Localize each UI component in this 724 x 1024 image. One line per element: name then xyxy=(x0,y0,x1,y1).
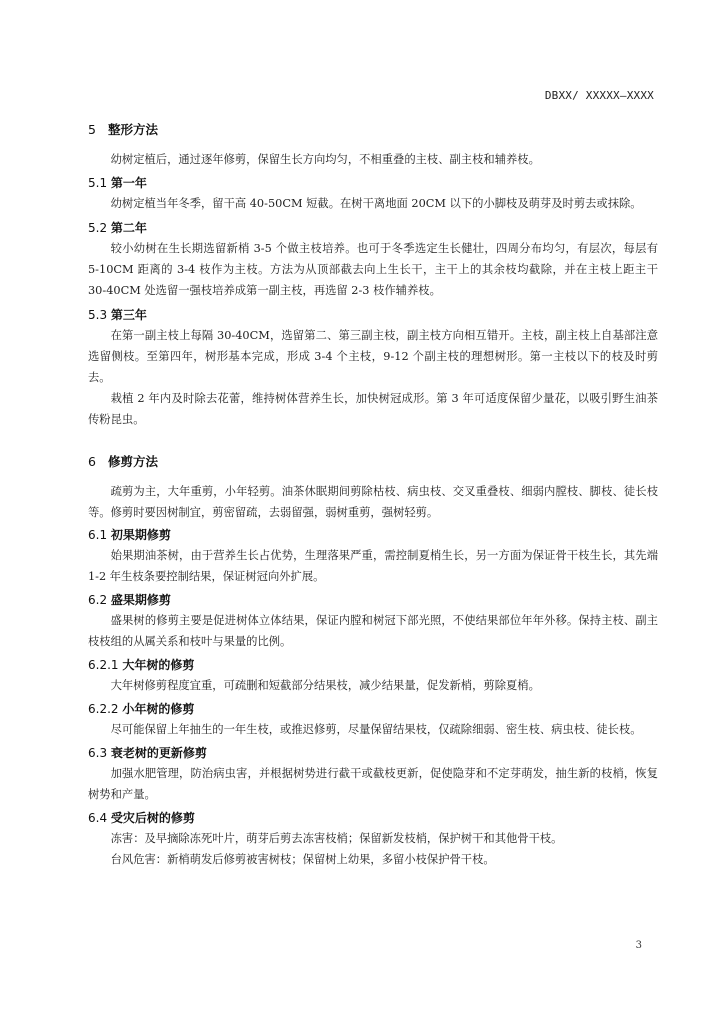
subsection-number: 6.2 xyxy=(88,593,108,607)
subsection-6-3-heading xyxy=(88,743,658,763)
subsection-number: 6.3 xyxy=(88,746,108,760)
section-number: 6 xyxy=(88,454,96,469)
subsection-title: 初果期修剪 xyxy=(110,528,171,542)
subsection-number: 6.1 xyxy=(88,528,108,542)
subsection-6-1-heading xyxy=(88,525,658,545)
paragraph: 大年树修剪程度宜重，可疏删和短截部分结果枝，减少结果量，促发新梢，剪除夏梢。 xyxy=(110,679,540,692)
section-6-heading xyxy=(88,452,658,472)
section-5-heading xyxy=(88,120,658,140)
subsection-6-2-1-heading xyxy=(88,655,658,675)
subsection-title: 第一年 xyxy=(110,176,147,190)
paragraph: 尽可能保留上年抽生的一年生枝，或推迟修剪，尽量保留结果枝，仅疏除细弱、密生枝、病虫枝、徒长枝。 xyxy=(110,723,642,736)
document-body xyxy=(88,120,658,870)
paragraph: 加强水肥管理，防治病虫害，并根据树势进行截干或截枝更新，促使隐芽和不定芽萌发，抽生新的枝梢，恢复树势和产量。 xyxy=(88,767,658,801)
subsection-number: 6.2.1 xyxy=(88,658,119,672)
section-title: 整形方法 xyxy=(107,122,158,137)
subsection-number: 5.2 xyxy=(88,221,108,235)
paragraph: 在第一副主枝上每隔 30-40CM，选留第二、第三副主枝，副主枝方向相互错开。主枝，副主枝上自基部注意选留侧枝。至第四年，树形基本完成，形成 3-4 个主枝，9-12 个副主枝的理想树形。第一主枝以下的枝及时剪去。 xyxy=(88,329,658,384)
subsection-number: 5.3 xyxy=(88,308,108,322)
subsection-title: 大年树的修剪 xyxy=(122,658,195,672)
section-number: 5 xyxy=(88,122,96,137)
subsection-6-2-2-heading xyxy=(88,699,658,719)
paragraph: 幼树定植当年冬季，留干高 40-50CM 短截。在树干离地面 20CM 以下的小脚枝及萌芽及时剪去或抹除。 xyxy=(110,197,642,210)
subsection-number: 6.4 xyxy=(88,811,108,825)
paragraph: 台风危害：新梢萌发后修剪被害树枝；保留树上幼果，多留小枝保护骨干枝。 xyxy=(110,853,495,866)
document-code: DBXX/ XXXXX—XXXX xyxy=(544,89,654,102)
subsection-5-1-heading xyxy=(88,173,658,193)
subsection-number: 5.1 xyxy=(88,176,108,190)
subsection-title: 第二年 xyxy=(110,221,147,235)
paragraph: 较小幼树在生长期选留新梢 3-5 个做主枝培养。也可于冬季选定生长健壮，四周分布均匀，有层次，每层有 5-10CM 距离的 3-4 枝作为主枝。方法为从顶部截去向上生长干，主干上的其余枝均截除，并在主枝上距主干 30-40CM 处选留一强枝培养成第一副主枝，再选留 2-3 枝作辅养枝。 xyxy=(88,242,658,297)
page-number: 3 xyxy=(635,940,642,951)
paragraph: 幼树定植后，通过逐年修剪，保留生长方向均匀，不相重叠的主枝、副主枝和辅养枝。 xyxy=(110,153,540,166)
subsection-title: 盛果期修剪 xyxy=(110,593,171,607)
subsection-title: 受灾后树的修剪 xyxy=(110,811,195,825)
paragraph: 栽植 2 年内及时除去花蕾，维持树体营养生长，加快树冠成形。第 3 年可适度保留少量花，以吸引野生油茶传粉昆虫。 xyxy=(88,392,658,426)
section-title: 修剪方法 xyxy=(107,454,158,469)
subsection-number: 6.2.2 xyxy=(88,702,119,716)
subsection-title: 小年树的修剪 xyxy=(122,702,195,716)
subsection-5-3-heading xyxy=(88,305,658,325)
paragraph: 疏剪为主，大年重剪，小年轻剪。油茶休眠期间剪除枯枝、病虫枝、交叉重叠枝、细弱内膛枝、脚枝、徒长枝等。修剪时要因树制宜，剪密留疏，去弱留强，弱树重剪，强树轻剪。 xyxy=(88,485,658,519)
subsection-6-4-heading xyxy=(88,808,658,828)
paragraph: 始果期油茶树，由于营养生长占优势，生理落果严重，需控制夏梢生长，另一方面为保证骨干枝生长，其先端 1-2 年生枝条要控制结果，保证树冠向外扩展。 xyxy=(88,549,658,583)
subsection-6-2-heading xyxy=(88,590,658,610)
paragraph: 冻害：及早摘除冻死叶片，萌芽后剪去冻害枝梢；保留新发枝梢，保护树干和其他骨干枝。 xyxy=(110,832,563,845)
paragraph: 盛果树的修剪主要是促进树体立体结果，保证内膛和树冠下部光照，不使结果部位年年外移。保持主枝、副主枝枝组的从属关系和枝叶与果量的比例。 xyxy=(88,614,658,648)
subsection-title: 衰老树的更新修剪 xyxy=(110,746,207,760)
subsection-title: 第三年 xyxy=(110,308,147,322)
subsection-5-2-heading xyxy=(88,218,658,238)
